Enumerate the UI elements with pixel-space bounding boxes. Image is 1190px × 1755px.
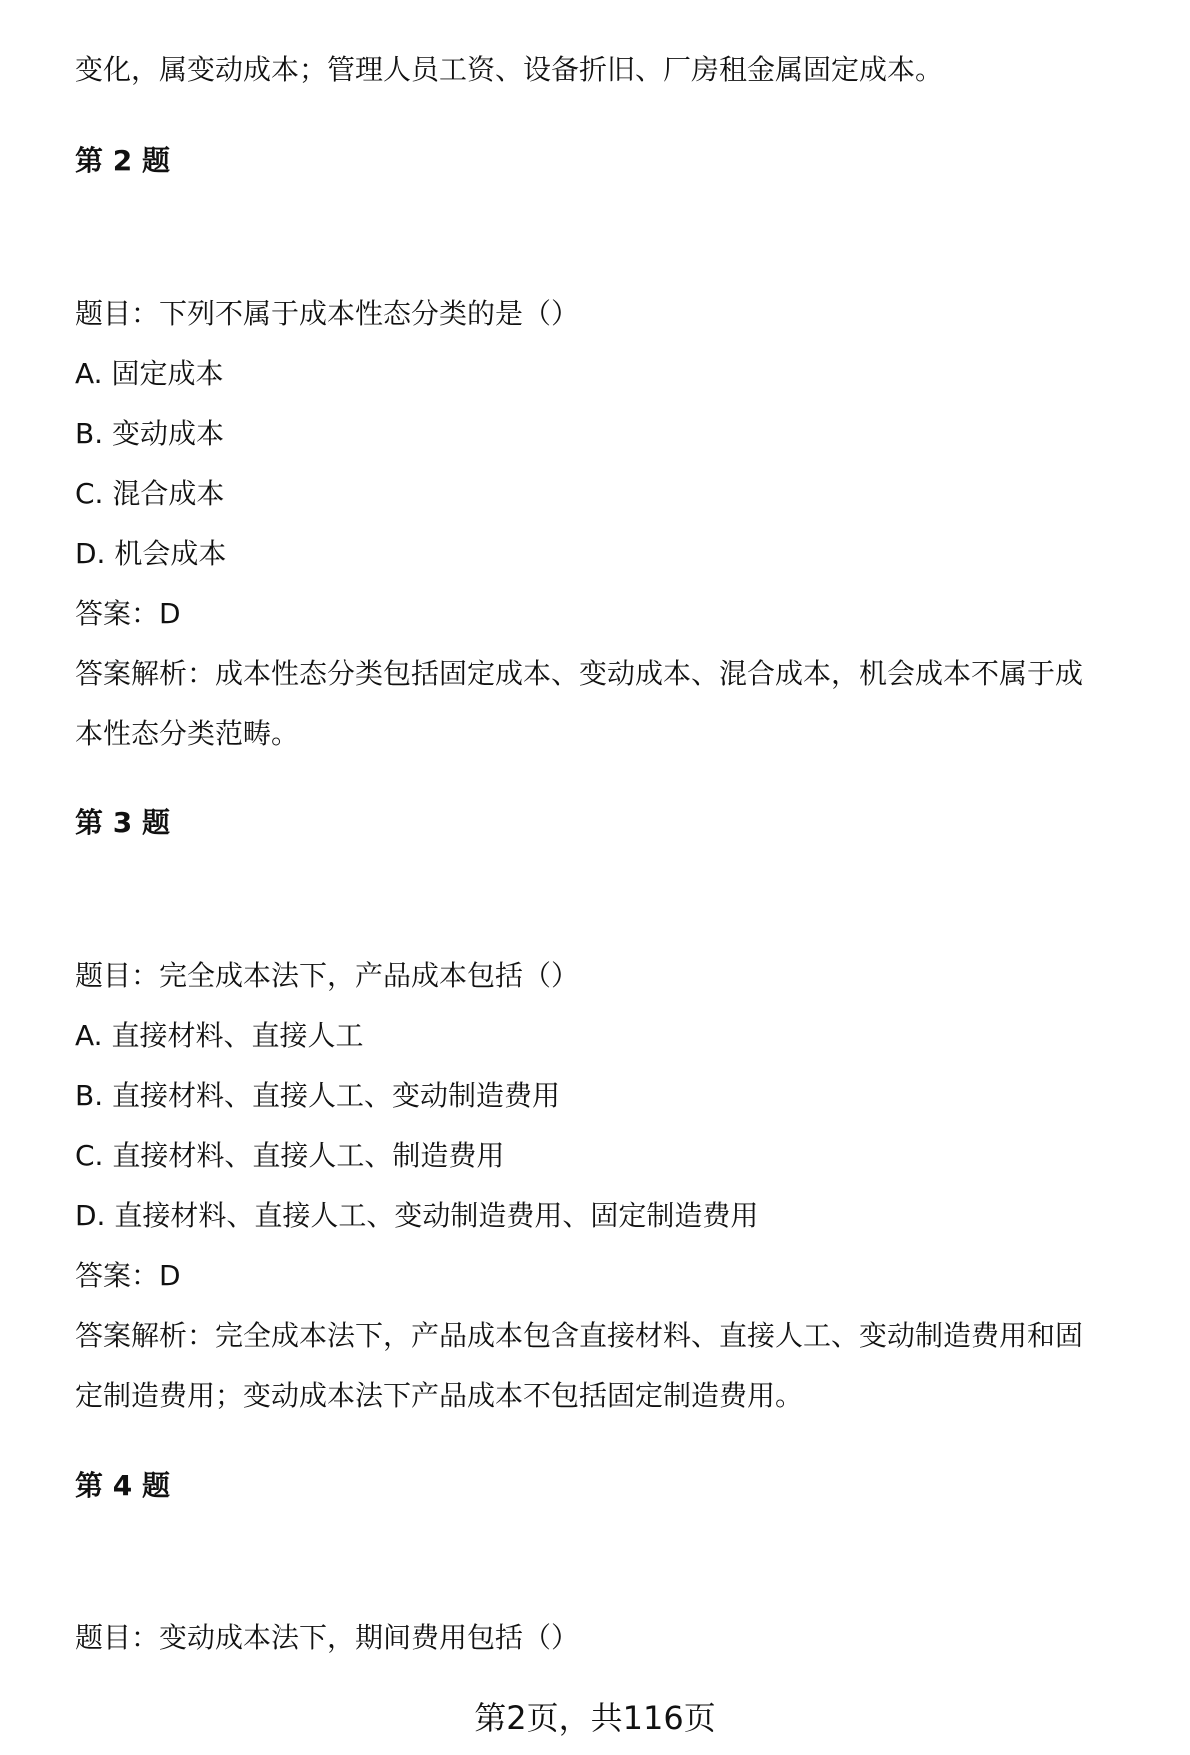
page-number: 第2页，共116页 bbox=[474, 1699, 716, 1737]
answer-analysis-line: 本性态分类范畴。 bbox=[75, 717, 300, 750]
option-b: B. 直接材料、直接人工、变动制造费用 bbox=[75, 1079, 561, 1112]
option-d: D. 直接材料、直接人工、变动制造费用、固定制造费用 bbox=[75, 1199, 759, 1232]
answer-analysis-line: 答案解析：完全成本法下，产品成本包含直接材料、直接人工、变动制造费用和固 bbox=[75, 1319, 1084, 1352]
option-b: B. 变动成本 bbox=[75, 417, 225, 450]
option-a: A. 直接材料、直接人工 bbox=[75, 1019, 364, 1052]
question-stem: 题目：下列不属于成本性态分类的是（） bbox=[75, 297, 580, 330]
option-c: C. 混合成本 bbox=[75, 477, 225, 510]
answer: 答案：D bbox=[75, 597, 181, 630]
question-stem: 题目：变动成本法下，期间费用包括（） bbox=[75, 1621, 580, 1654]
option-a: A. 固定成本 bbox=[75, 357, 224, 390]
option-d: D. 机会成本 bbox=[75, 537, 227, 570]
question-heading: 第 2 题 bbox=[75, 144, 170, 177]
answer-analysis-line: 定制造费用；变动成本法下产品成本不包括固定制造费用。 bbox=[75, 1379, 804, 1412]
answer: 答案：D bbox=[75, 1259, 181, 1292]
question-heading: 第 3 题 bbox=[75, 806, 170, 839]
continuation-text: 变化，属变动成本；管理人员工资、设备折旧、厂房租金属固定成本。 bbox=[75, 53, 944, 86]
question-stem: 题目：完全成本法下，产品成本包括（） bbox=[75, 959, 580, 992]
question-heading: 第 4 题 bbox=[75, 1469, 170, 1502]
answer-analysis-line: 答案解析：成本性态分类包括固定成本、变动成本、混合成本，机会成本不属于成 bbox=[75, 657, 1084, 690]
option-c: C. 直接材料、直接人工、制造费用 bbox=[75, 1139, 505, 1172]
